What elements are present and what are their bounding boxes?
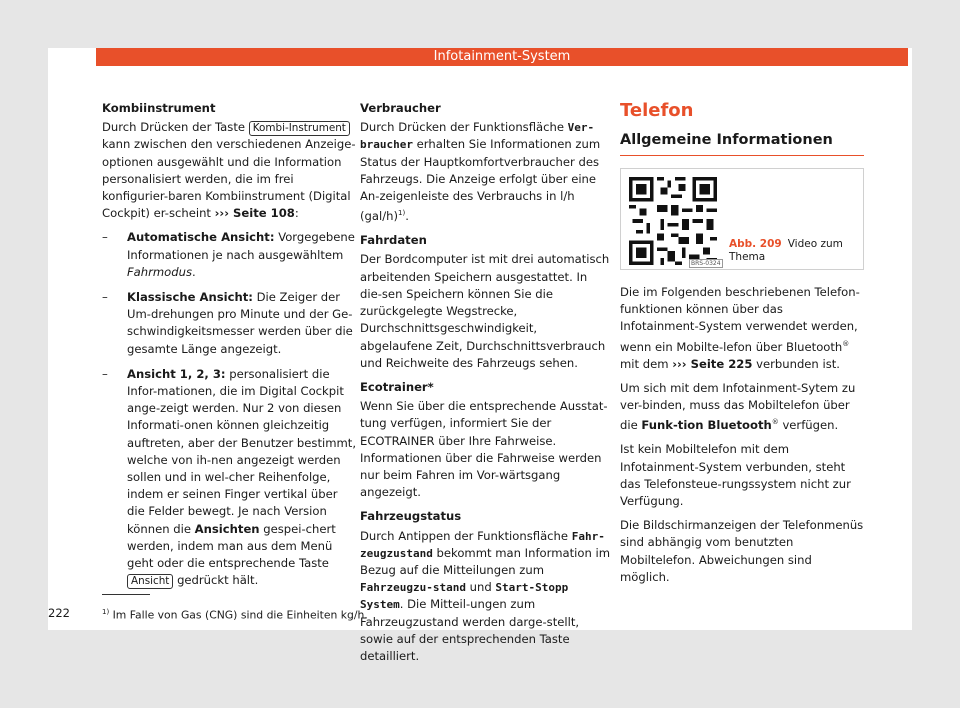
heading-fahrdaten: Fahrdaten <box>360 233 427 248</box>
figure-number: Abb. 209 <box>729 238 782 250</box>
footnote <box>102 605 368 623</box>
footnote-mark: 1) <box>102 608 110 616</box>
list-text: Vorgegebene Informationen je nach ausgewähltem <box>127 230 355 262</box>
kombi-instrument-key: Kombi-Instrument <box>249 121 350 136</box>
list-italic: Fahrmodus <box>127 264 193 279</box>
text: und <box>469 580 492 595</box>
registered-mark: ® <box>771 418 779 427</box>
ecotrainer-text: Wenn Sie über die entsprechende Ausstat-tung verfügen, informiert Sie der ECOTRAINER über Ihre Fahrweise. Informationen über die Fahrweise werden nur beim Fahren im Vor-wärtsgang angezeigt. <box>360 399 608 500</box>
page <box>48 48 912 663</box>
list-text-2: gespei-chert werden, indem man aus dem Menü geht oder die entsprechende Taste <box>127 521 336 571</box>
function-label: Start-Stopp System <box>360 581 569 612</box>
function-label: Fahrzeugzu-stand <box>360 581 466 595</box>
function-label: Fahr-zeugzustand <box>360 529 605 560</box>
ansicht-key: Ansicht <box>127 574 173 589</box>
list-text-3: gedrückt hält. <box>177 573 259 588</box>
heading-verbraucher: Verbraucher <box>360 101 441 115</box>
section-header: Infotainment-System <box>96 48 908 66</box>
text: Um sich mit dem Infotainment-Sytem zu ver-binden, muss das Mobiltelefon über die <box>620 380 856 433</box>
text: mit dem <box>620 356 669 371</box>
text: . <box>405 209 409 224</box>
view-list <box>102 229 357 589</box>
heading-fahrzeugstatus: Fahrzeugstatus <box>360 509 462 524</box>
list-dash: – <box>102 366 108 381</box>
text: verbunden ist. <box>756 356 840 371</box>
intro-end: : <box>294 206 299 221</box>
figure-video <box>620 168 864 270</box>
text: verfügen. <box>782 418 839 433</box>
column-kombiinstrument <box>102 100 357 597</box>
column-bordcomputer <box>360 100 610 672</box>
list-item <box>102 366 357 590</box>
section-title-telefon: Telefon <box>620 100 694 121</box>
registered-mark: ® <box>842 339 850 348</box>
footnote-text: Im Falle von Gas (CNG) sind die Einheiten kg/h. <box>112 608 368 622</box>
list-text: Die Zeiger der Um-drehungen pro Minute und der Ge-schwindigkeitsmesser werden über die gesamte Länge angezeigt. <box>127 290 353 356</box>
footnote-ref: 1) <box>398 209 406 218</box>
text: erhalten Sie Informationen zum Status der Hauptkomfortverbraucher des Fahrzeugs. Die Anzeige erfolgt über eine An-zeigenleiste des Verbrauchs in l/h (gal/h) <box>360 137 601 224</box>
text: Durch Antippen der Funktionsfläche <box>360 528 569 543</box>
telefon-p4: Die Bildschirmanzeigen der Telefonmenüs sind abhängig vom benutzten Mobiltelefon. Abweichungen sind möglich. <box>620 518 864 584</box>
figure-code: BRS-0324 <box>691 260 721 267</box>
bluetooth-term: Funk-tion Bluetooth <box>641 418 772 433</box>
footnote-divider <box>102 594 150 595</box>
list-text: personalisiert die Infor-mationen, die im Digital Cockpit ange-zeigt werden. Nur 2 von diesen Informati-onen können gleichzeitig auftreten, aber der Benutzer bestimmt, welche von ih-nen angezeigt werden sollen und in wel-cher Reihenfolge, indem er seinen Finger vertikal über die Felder bewegt. Je nach Version können die <box>127 366 357 536</box>
heading-ecotrainer: Ecotrainer* <box>360 379 434 394</box>
list-term-2: Ansichten <box>194 521 260 536</box>
list-term: Ansicht 1, 2, 3: <box>127 366 226 381</box>
fahrzeugstatus-text <box>360 528 610 666</box>
intro-text-2: kann zwischen den verschiedenen Anzeige-optionen ausgewählt und die Information personalisiert werden, die im frei konfigurier-baren Kombiinstrument (Digital Cockpit) er-scheint <box>102 137 356 221</box>
text: bekommt man Information im Bezug auf die Mitteilungen zum <box>360 545 610 577</box>
list-dash: – <box>102 230 108 245</box>
list-end: . <box>192 264 196 279</box>
list-term: Klassische Ansicht: <box>127 290 253 305</box>
fahrdaten-text: Der Bordcomputer ist mit drei automatisch arbeitenden Speichern ausgestattet. In die-sen Speichern können Sie die zurückgelegte Wegstrecke, Durchschnittsgeschwindigkeit, abgelaufene Zeit, Durchschnittsverbrauch und Reichweite des Fahrzeugs sehen. <box>360 252 610 370</box>
text: . Die Mitteil-ungen zum Fahrzeugzustand werden darge-stellt, sowie auf der entsprechenden Taste detailliert. <box>360 597 580 663</box>
list-dash: – <box>102 290 108 305</box>
text: Durch Drücken der Funktionsfläche <box>360 120 564 135</box>
page-ref-108[interactable]: ››› Seite 108 <box>214 206 295 221</box>
list-item <box>102 289 357 358</box>
page-ref-225[interactable]: ››› Seite 225 <box>672 356 753 371</box>
telefon-p2 <box>620 380 864 434</box>
list-item <box>102 229 357 281</box>
telefon-p3: Ist kein Mobiltelefon mit dem Infotainment-System verbunden, steht das Telefonsteue-rungssystem nicht zur Verfügung. <box>620 442 851 508</box>
intro-text: Durch Drücken der Taste <box>102 120 246 135</box>
page-number: 222 <box>48 606 70 620</box>
list-term: Automatische Ansicht: <box>127 230 275 245</box>
kombiinstrument-intro <box>102 119 357 222</box>
telefon-p1 <box>620 284 864 373</box>
verbraucher-text <box>360 119 610 225</box>
figure-caption-text: Video zum Thema <box>729 238 843 263</box>
subsection-title: Allgemeine Informationen <box>620 130 864 156</box>
qr-code-icon[interactable] <box>629 177 717 265</box>
function-label: Ver-braucher <box>360 121 595 152</box>
text: Die im Folgenden beschriebenen Telefon-funktionen können über das Infotainment-System verwendet werden, wenn ein Mobilte-lefon über Bluetooth <box>620 285 860 354</box>
heading-kombiinstrument: Kombiinstrument <box>102 101 216 115</box>
figure-caption <box>729 238 863 264</box>
column-telefon <box>620 100 864 593</box>
